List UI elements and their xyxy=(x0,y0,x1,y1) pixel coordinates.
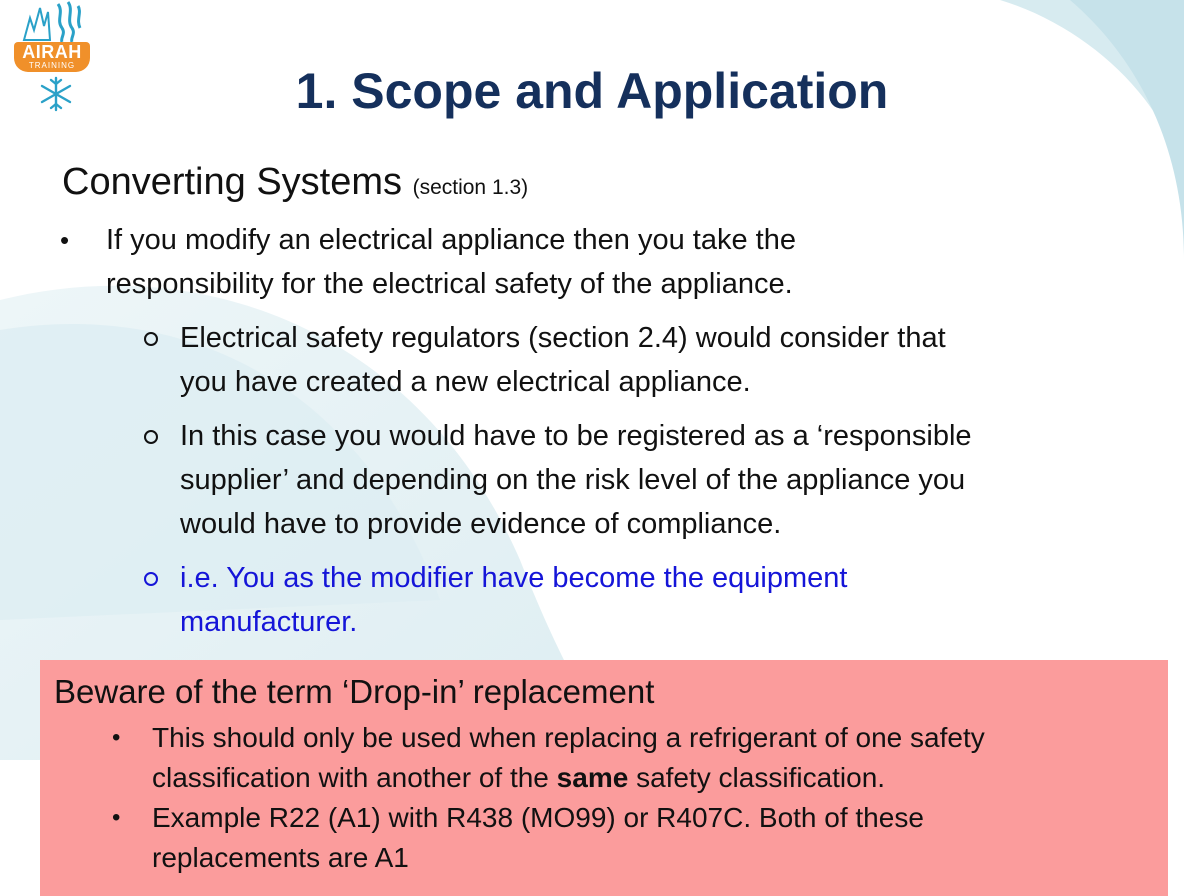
subbullet-1-line2: you have created a new electrical appliance. xyxy=(180,366,751,398)
bullet-dot: • xyxy=(60,225,70,255)
subbullet-2-line2: supplier’ and depending on the risk level of the appliance you xyxy=(180,464,966,496)
sub-bullet-marker xyxy=(144,332,158,346)
warning-heading: Beware of the term ‘Drop-in’ replacement xyxy=(54,673,655,710)
subbullet-3-line1: i.e. You as the modifier have become the equipment xyxy=(180,562,848,594)
flame-wave-icon xyxy=(18,0,88,44)
warning-bullet2-line1: Example R22 (A1) with R438 (MO99) or R407C. Both of these xyxy=(152,802,924,833)
warning-bullet1-line2-pre: classification with another of the xyxy=(152,762,557,793)
warning-box xyxy=(40,660,1168,896)
section-heading xyxy=(62,158,528,212)
warning-bullet1-line2-post: safety classification. xyxy=(628,762,886,793)
slide-title: 1. Scope and Application xyxy=(295,63,889,119)
warning-bullet-dot: • xyxy=(112,804,121,831)
bullet-main-line2: responsibility for the electrical safety of the appliance. xyxy=(106,268,793,300)
warning-bullet2-line2: replacements are A1 xyxy=(152,842,409,873)
warning-bullet1-bold: same xyxy=(556,762,629,793)
logo-main-text: AIRAH xyxy=(22,42,82,62)
subbullet-2-line1: In this case you would have to be registered as a ‘responsible xyxy=(180,420,972,452)
sub-bullet-marker xyxy=(144,430,158,444)
subbullet-2-line3: would have to provide evidence of compliance. xyxy=(180,508,782,540)
bullet-main-line1: If you modify an electrical appliance then you take the xyxy=(106,224,796,256)
sub-bullet-marker xyxy=(144,572,158,586)
section-note: (section 1.3) xyxy=(412,176,529,199)
logo-sub-text: TRAINING xyxy=(28,61,76,70)
subbullet-3-line2: manufacturer. xyxy=(180,606,358,638)
warning-bullet1-line1: This should only be used when replacing a refrigerant of one safety xyxy=(152,722,985,753)
subbullet-1-line1: Electrical safety regulators (section 2.4) would consider that xyxy=(180,322,946,354)
warning-bullet-dot: • xyxy=(112,724,121,751)
warning-bullet1-line2 xyxy=(152,758,885,798)
section-heading-text: Converting Systems xyxy=(62,161,403,203)
